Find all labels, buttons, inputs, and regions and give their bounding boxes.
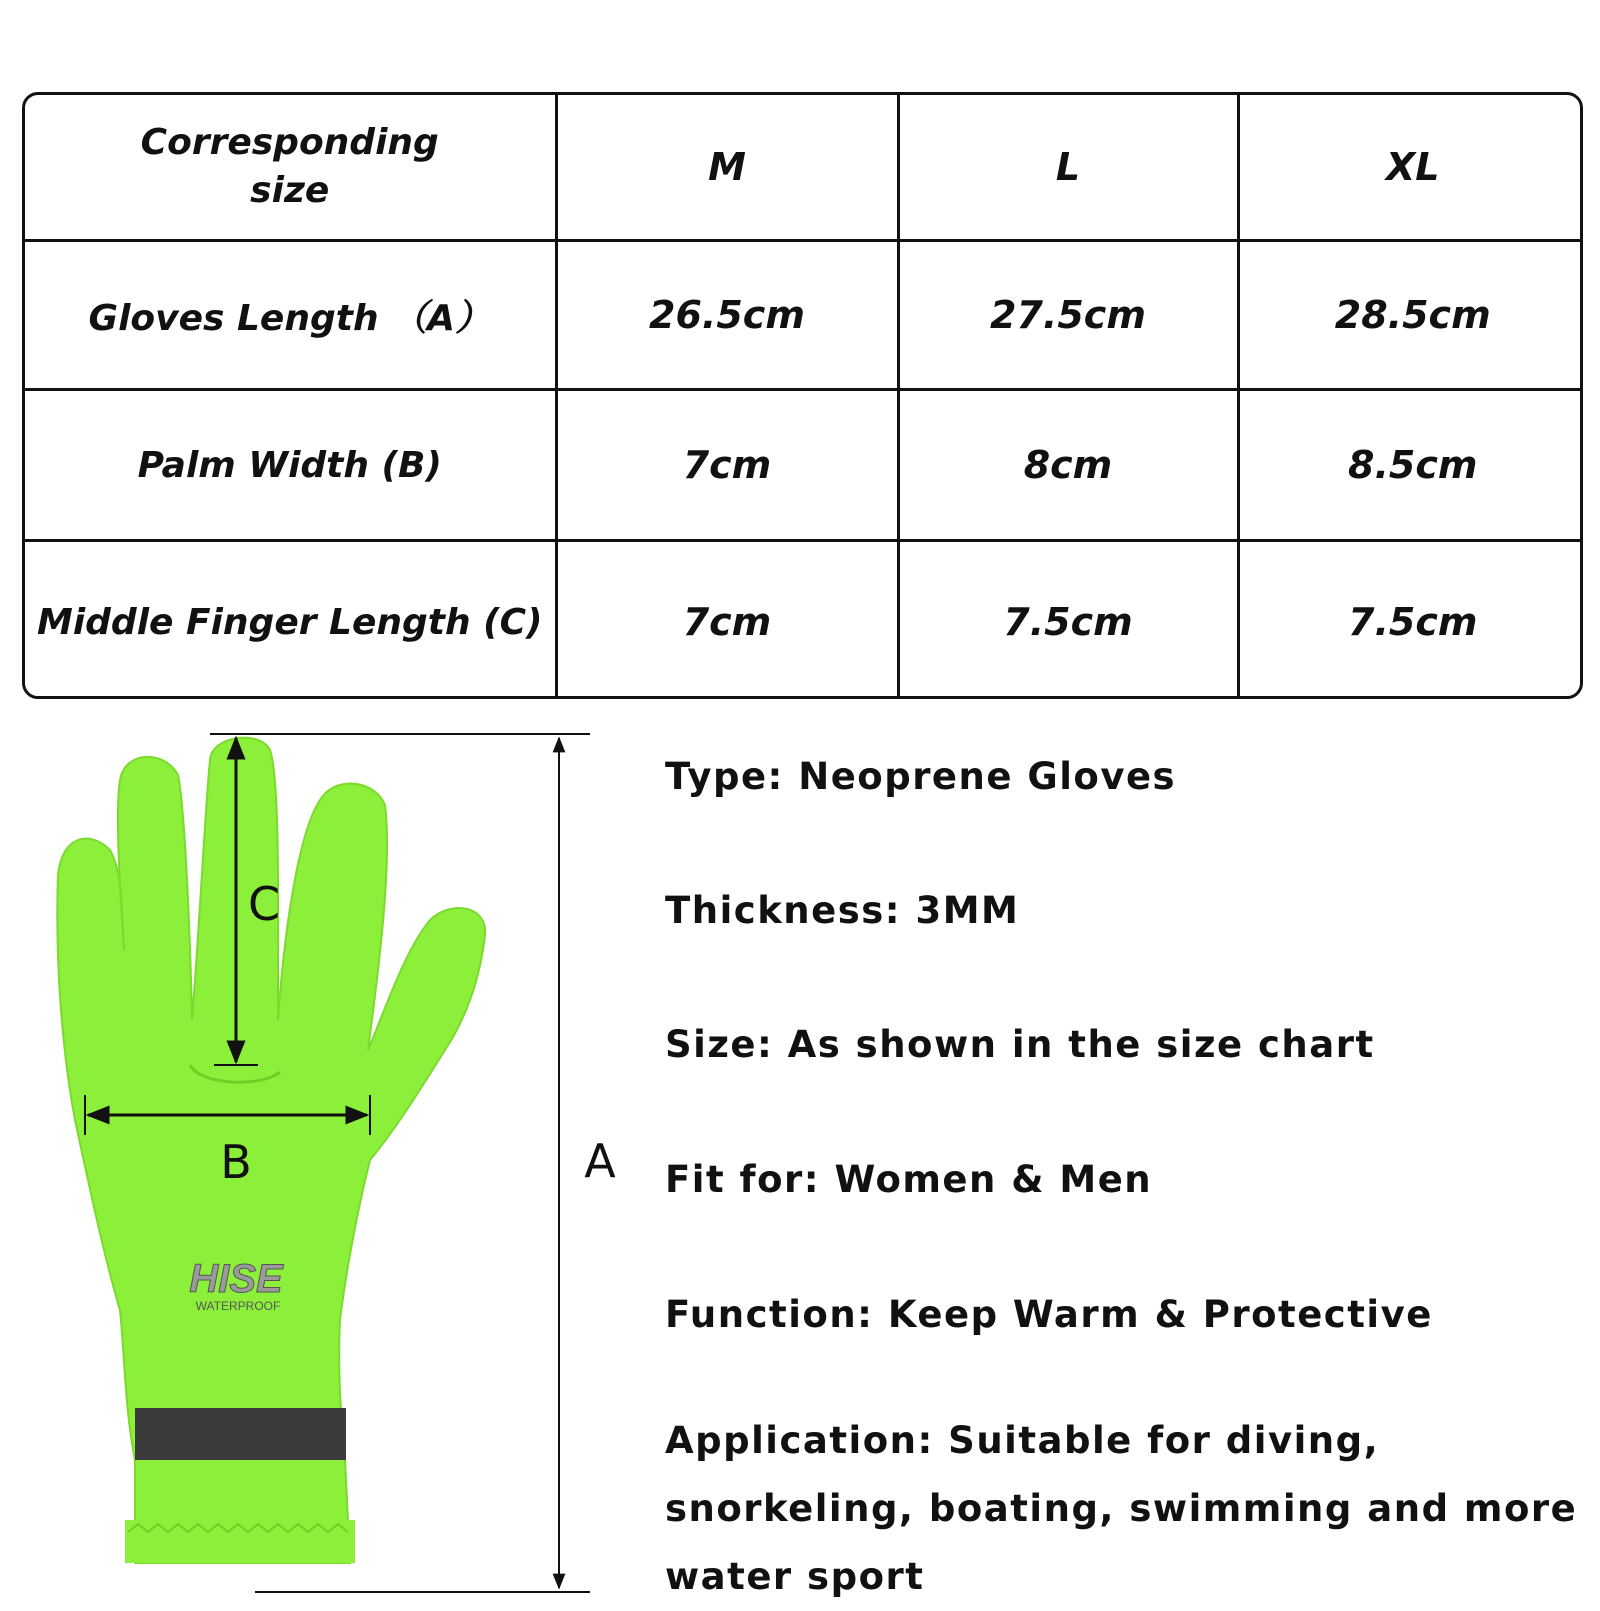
size-chart (22, 92, 1583, 699)
label-c: C (247, 877, 281, 931)
table-row (25, 541, 1583, 700)
glove-diagram (0, 720, 640, 1600)
size-l-header: L (898, 95, 1238, 241)
label-b: B (220, 1135, 252, 1189)
spec-application: Application: Suitable for diving, snorkeling, boating, swimming and more water sport (665, 1419, 1578, 1598)
size-xl-header: XL (1238, 95, 1583, 241)
table-row (25, 390, 1583, 541)
spec-size: Size: As shown in the size chart (665, 1023, 1375, 1066)
spec-type: Type: Neoprene Gloves (665, 755, 1177, 798)
row-label: Middle Finger Length (C) (25, 541, 556, 700)
size-table (25, 95, 1583, 699)
brand-logo: HISE (189, 1257, 283, 1301)
table-cell: 7.5cm (1238, 541, 1583, 700)
spec-thickness: Thickness: 3MM (665, 889, 1020, 932)
glove-image (57, 738, 485, 1563)
brand-logo-subtext: WATERPROOF (195, 1299, 281, 1313)
table-row (25, 241, 1583, 390)
table-cell: 8.5cm (1238, 390, 1583, 541)
table-cell: 7cm (556, 541, 898, 700)
cuff-band (135, 1408, 346, 1460)
table-cell: 26.5cm (556, 241, 898, 390)
spec-function: Function: Keep Warm & Protective (665, 1293, 1433, 1336)
table-cell: 8cm (898, 390, 1238, 541)
row-label: Gloves Length （A） (25, 241, 556, 390)
table-header-row (25, 95, 1583, 241)
table-cell: 7cm (556, 390, 898, 541)
table-cell: 27.5cm (898, 241, 1238, 390)
size-m-header: M (556, 95, 898, 241)
header-label: Corresponding size (25, 95, 556, 241)
label-a: A (584, 1134, 616, 1188)
table-cell: 7.5cm (898, 541, 1238, 700)
row-label: Palm Width (B) (25, 390, 556, 541)
spec-fit: Fit for: Women & Men (665, 1158, 1153, 1201)
table-cell: 28.5cm (1238, 241, 1583, 390)
